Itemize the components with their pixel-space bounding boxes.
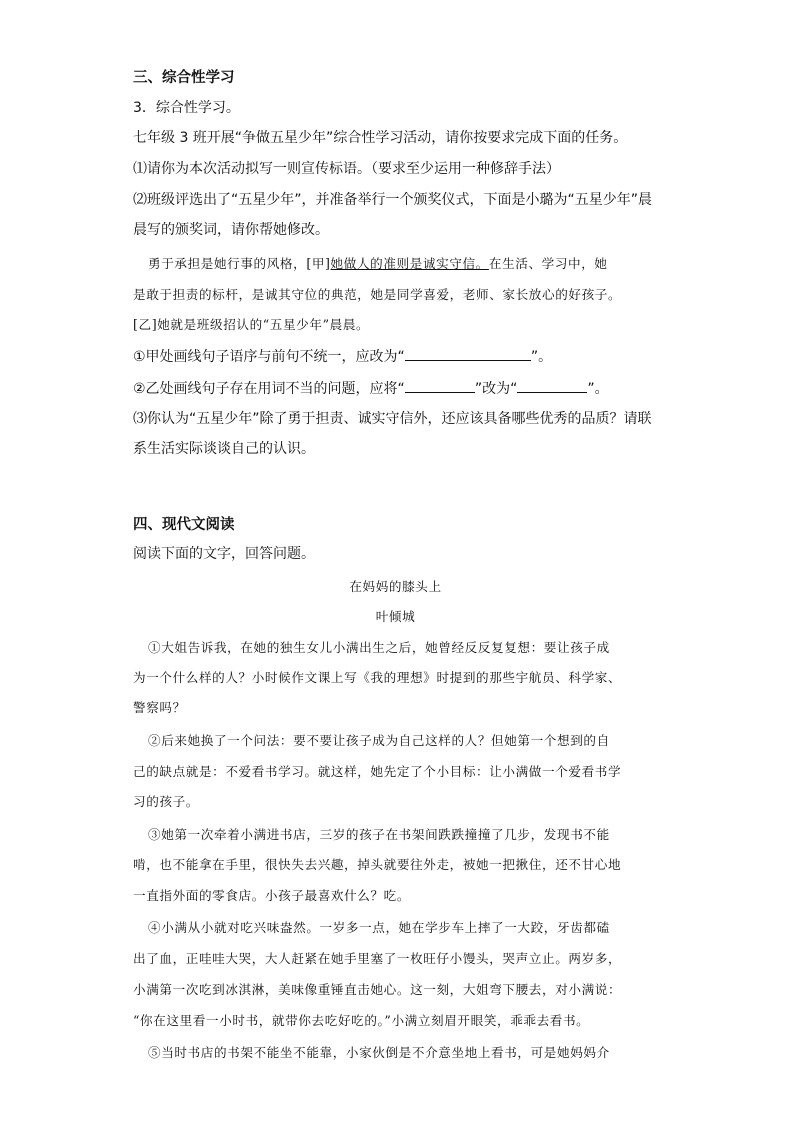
award-speech-line: 是敢于担责的标杆，是诚其守位的典范，她是同学喜爱，老师、家长放心的好孩子。	[133, 287, 622, 302]
subquestion-2-line: ⑵班级评选出了“五星少年”，并准备举行一个颁奖仪式，下面是小璐为“五星少年”晨	[133, 192, 653, 208]
paragraph-line: ⑤当时书店的书架不能坐不能靠，小家伙倒是不介意坐地上看书，可是她妈妈介	[148, 1045, 610, 1060]
subquestion-3-line: ⑶你认为“五星少年”除了勇于担责、诚实守信外，还应该具备哪些优秀的品质？请联	[133, 411, 652, 427]
section-heading: 三、综合性学习	[133, 70, 235, 86]
answer-blank[interactable]	[405, 346, 531, 361]
paragraph-line: ②后来她换了一个问法：要不要让孩子成为自己这样的人？但她第一个想到的自	[148, 733, 610, 748]
award-speech-line	[148, 254, 658, 274]
article-title: 在妈妈的膝头上	[349, 579, 442, 594]
paragraph-line: 习的孩子。	[133, 794, 199, 809]
answer-blank[interactable]	[517, 378, 587, 393]
paragraph-line: 警察吗？	[133, 700, 186, 715]
award-speech-line: [乙]她就是班级招认的“五星少年”晨晨。	[133, 317, 370, 332]
subquestion-2-line: 晨写的颁奖词，请你帮她修改。	[133, 222, 329, 238]
reading-instruction: 阅读下面的文字，回答问题。	[133, 546, 315, 562]
award-text: 在生活、学习中，她	[488, 256, 608, 271]
paragraph-line: 出了血，正哇哇大哭，大人赶紧在她手里塞了一枚旺仔小馒头，哭声立止。两岁多，	[133, 951, 622, 966]
sub-item-text: ②乙处画线句子存在用词不当的问题，应将“	[133, 381, 405, 397]
paragraph-line: 一直指外面的零食店。小孩子最喜欢什么？吃。	[133, 888, 411, 903]
question-label: 3．综合性学习。	[133, 100, 240, 116]
award-text: 勇于承担是她行事的风格，[甲]	[148, 256, 331, 271]
sub-item-text: ①甲处画线句子语序与前句不统一，应改为“	[133, 349, 405, 365]
paragraph-line: “你在这里看一小时书，就带你去吃好吃的。”小满立刻眉开眼笑，乖乖去看书。	[133, 1013, 590, 1028]
underlined-sentence-jia: 她做人的准则是诚实守信。	[330, 256, 489, 271]
article-author: 叶倾城	[375, 609, 416, 624]
paragraph-line: ①大姐告诉我，在她的独生女儿小满出生之后，她曾经反反复复想：要让孩子成	[148, 640, 610, 655]
sub-item-text: ”。	[587, 381, 609, 397]
section-heading: 四、现代文阅读	[133, 517, 235, 533]
sub-item-2	[133, 378, 658, 399]
paragraph-line: 为一个什么样的人？小时候作文课上写《我的理想》时提到的那些宇航员、科学家、	[133, 670, 622, 685]
paragraph-line: ③她第一次牵着小满进书店，三岁的孩子在书架间跌跌撞撞了几步，发现书不能	[148, 827, 610, 842]
paragraph-line: 小满第一次吃到冰淇淋，美味像重锤直击她心。这一刻，大姐弯下腰去，对小满说：	[133, 982, 622, 997]
paragraph-line: ④小满从小就对吃兴味盎然。一岁多一点，她在学步车上摔了一大跤，牙齿都磕	[148, 920, 610, 935]
subquestion-1: ⑴请你为本次活动拟写一则宣传标语。（要求至少运用一种修辞手法）	[133, 161, 560, 177]
sub-item-1	[133, 346, 658, 367]
paragraph-line: 己的缺点就是：不爱看书学习。就这样，她先定了个小目标：让小满做一个爱看书学	[133, 764, 622, 779]
paragraph-line: 啃，也不能拿在手里，很快失去兴趣，掉头就要往外走，被她一把揪住，还不甘心地	[133, 857, 622, 872]
sub-item-text: ”。	[530, 349, 553, 365]
question-intro: 七年级 3 班开展“争做五星少年”综合性学习活动，请你按要求完成下面的任务。	[133, 130, 628, 146]
sub-item-text: ”改为“	[474, 381, 518, 397]
subquestion-3-line: 系生活实际谈谈自己的认识。	[133, 441, 315, 457]
answer-blank[interactable]	[405, 378, 475, 393]
